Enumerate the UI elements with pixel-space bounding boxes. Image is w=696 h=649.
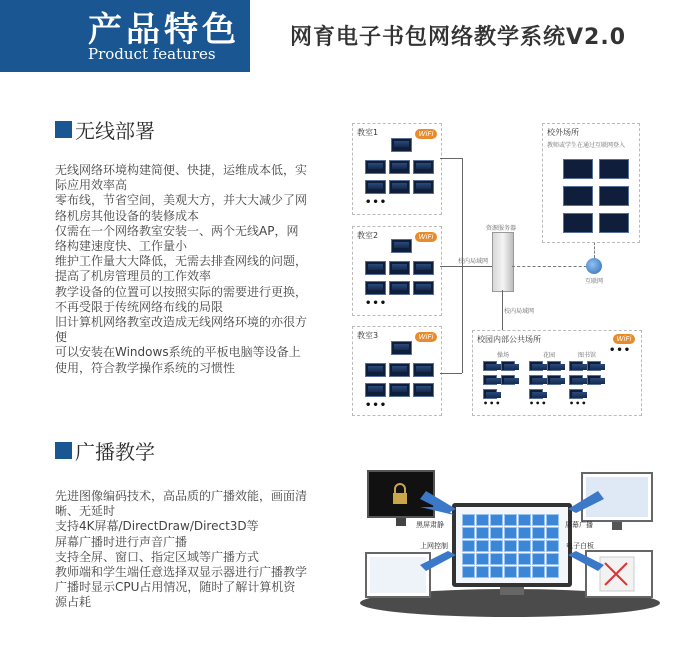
tablet-device xyxy=(483,389,497,399)
tablet-device xyxy=(569,375,583,385)
student-monitor xyxy=(389,180,410,194)
thumbnail-tile xyxy=(462,540,475,552)
feature-line: 际应用效率高 xyxy=(55,178,128,193)
student-monitor xyxy=(365,160,386,174)
header-badge xyxy=(0,0,250,72)
feature-line: 使用，符合教学操作系统的习惯性 xyxy=(55,360,236,375)
thumbnail-tile xyxy=(462,514,475,526)
tablet-device xyxy=(529,389,543,399)
thumbnail-tile xyxy=(546,514,559,526)
thumbnail-tile xyxy=(490,553,503,565)
classroom-1-box xyxy=(352,123,442,215)
server-label: 资源服务器 xyxy=(486,225,517,232)
thumbnail-tile xyxy=(532,514,545,526)
globe-icon xyxy=(586,258,602,274)
broadcast-illustration xyxy=(360,463,660,623)
connector-line xyxy=(502,290,503,330)
student-monitor xyxy=(389,281,410,295)
tablet-device xyxy=(599,213,629,233)
feature-line: 教师端和学生端任意选择双显示器进行广播教学 xyxy=(55,565,308,580)
thumbnail-tile xyxy=(476,527,489,539)
feature-line: 可以安装在Windows系统的平板电脑等设备上 xyxy=(55,345,301,360)
tablet-device xyxy=(501,375,515,385)
section-heading-label: 广播教学 xyxy=(75,440,155,464)
student-monitor xyxy=(365,180,386,194)
student-monitor xyxy=(365,383,386,397)
badge-title-cn: 产品特色 xyxy=(88,10,240,50)
lan-label: 校内局域网 xyxy=(458,258,489,265)
more-ellipsis: ••• xyxy=(529,399,548,408)
tablet-device xyxy=(483,361,497,371)
thumbnail-tile xyxy=(532,566,545,578)
feature-line: 络机房其他设备的装修成本 xyxy=(55,208,200,223)
thumbnail-tile xyxy=(518,553,531,565)
feature-line: 无线网络环境构建简便、快捷，运维成本低，实 xyxy=(55,163,308,177)
thumbnail-tile xyxy=(518,540,531,552)
wifi-icon: WiFi xyxy=(415,332,437,342)
server-tower-icon xyxy=(492,232,514,292)
dashed-connector xyxy=(512,266,592,267)
thumbnail-tile xyxy=(490,540,503,552)
feature-line: 维护工作量大大降低，无需去排查网线的问题， xyxy=(55,254,308,269)
tablet-device xyxy=(587,375,601,385)
thumbnail-tile xyxy=(504,527,517,539)
thumbnail-tile xyxy=(462,553,475,565)
more-ellipsis: ••• xyxy=(365,400,388,411)
tablet-device xyxy=(529,361,543,371)
student-monitor xyxy=(365,261,386,275)
feature-line: 便 xyxy=(55,330,68,345)
off-campus-note: 教师或学生在通过互联网登入 xyxy=(547,142,626,149)
student-monitor xyxy=(413,383,434,397)
tablet-device xyxy=(599,159,629,179)
thumbnail-tile xyxy=(476,514,489,526)
feature-line: 提高了机房管理员的工作效率 xyxy=(55,269,212,284)
thumbnail-tile xyxy=(532,553,545,565)
thumbnail-tile xyxy=(462,566,475,578)
section-heading-wireless xyxy=(55,115,155,144)
square-bullet-icon xyxy=(55,442,72,459)
student-monitor xyxy=(389,261,410,275)
student-monitor xyxy=(389,160,410,174)
classroom-2-box xyxy=(352,226,442,316)
tablet-device xyxy=(563,159,593,179)
tablet-device xyxy=(483,375,497,385)
thumbnail-tile xyxy=(490,527,503,539)
thumbnail-tile xyxy=(490,514,503,526)
wifi-icon: WiFi xyxy=(613,334,635,344)
online-control-label: 上网控制 xyxy=(420,542,448,550)
thumbnail-tile xyxy=(546,527,559,539)
square-bullet-icon xyxy=(55,121,72,138)
thumbnail-grid xyxy=(460,511,564,581)
more-ellipsis: ••• xyxy=(569,399,588,408)
off-campus-label: 校外场所 xyxy=(547,128,579,137)
student-monitor xyxy=(413,281,434,295)
thumbnail-tile xyxy=(476,553,489,565)
classroom-3-label: 教室3 xyxy=(357,331,379,340)
feature-line: 支持全屏、窗口、指定区域等广播方式 xyxy=(55,549,260,564)
thumbnail-tile xyxy=(518,566,531,578)
library-label: 图书馆 xyxy=(578,352,597,359)
page-title: 网育电子书包网络教学系统V2.0 xyxy=(290,25,626,50)
teacher-monitor xyxy=(391,239,412,253)
feature-line: 先进图像编码技术，高品质的广播效能，画面清 xyxy=(55,489,308,503)
thumbnail-tile xyxy=(518,527,531,539)
student-monitor xyxy=(413,261,434,275)
thumbnail-tile xyxy=(518,514,531,526)
more-ellipsis: ••• xyxy=(483,399,502,408)
feature-line: 仅需在一个网络教室安装一、两个无线AP，网 xyxy=(55,223,299,238)
black-screen-label: 黑屏肃静 xyxy=(416,521,444,529)
feature-line: 络构建速度快、工作量小 xyxy=(55,239,188,254)
thumbnail-tile xyxy=(504,514,517,526)
student-monitor xyxy=(413,160,434,174)
tablet-device xyxy=(547,375,561,385)
student-monitor xyxy=(389,383,410,397)
thumbnail-tile xyxy=(490,566,503,578)
tablet-device xyxy=(563,213,593,233)
tablet-device xyxy=(563,186,593,206)
student-monitor xyxy=(365,363,386,377)
thumbnail-tile xyxy=(476,540,489,552)
thumbnail-tile xyxy=(476,566,489,578)
feature-line: 教学设备的位置可以按照实际的需要进行更换， xyxy=(55,284,308,299)
wireless-feature-list xyxy=(55,163,330,376)
thumbnail-tile xyxy=(546,566,559,578)
feature-line: 零布线，节省空间，美观大方，并大大减少了网 xyxy=(55,193,308,208)
section-heading-broadcast xyxy=(55,436,155,465)
feature-line: 晰、无延时 xyxy=(55,504,116,519)
garden-label: 花园 xyxy=(543,352,556,359)
more-ellipsis: ••• xyxy=(365,197,388,208)
student-monitor xyxy=(413,363,434,377)
tablet-device xyxy=(529,375,543,385)
whiteboard-label: 电子白板 xyxy=(566,542,594,550)
student-monitor xyxy=(413,180,434,194)
teacher-monitor xyxy=(391,341,412,355)
tablet-device xyxy=(569,361,583,371)
thumbnail-tile xyxy=(504,566,517,578)
wireless-network-diagram xyxy=(352,118,642,418)
thumbnail-tile xyxy=(546,553,559,565)
feature-line: 支持4K屏幕/DirectDraw/Direct3D等 xyxy=(55,519,259,534)
connector-line xyxy=(440,266,462,267)
connector-line xyxy=(440,373,462,374)
more-ellipsis: ••• xyxy=(365,298,388,309)
lan-label: 校内局域网 xyxy=(504,308,535,315)
thumbnail-tile xyxy=(532,540,545,552)
thumbnail-tile xyxy=(546,540,559,552)
classroom-3-box xyxy=(352,326,442,416)
thumbnail-tile xyxy=(532,527,545,539)
feature-line: 不再受限于传统网络布线的局限 xyxy=(55,299,224,314)
feature-line: 广播时显示CPU占用情况，随时了解计算机资 xyxy=(55,580,296,595)
wifi-icon: WiFi xyxy=(415,232,437,242)
dashed-connector xyxy=(594,242,595,258)
student-monitor xyxy=(389,363,410,377)
playground-label: 操场 xyxy=(497,352,510,359)
tablet-device xyxy=(587,361,601,371)
campus-public-box xyxy=(472,330,642,416)
broadcast-feature-list xyxy=(55,489,330,611)
tablet-device xyxy=(569,389,583,399)
connector-line xyxy=(462,266,492,267)
tablet-device xyxy=(599,186,629,206)
classroom-2-label: 教室2 xyxy=(357,231,379,240)
tablet-device xyxy=(501,361,515,371)
more-ellipsis: ••• xyxy=(609,345,632,356)
section-heading-label: 无线部署 xyxy=(75,119,155,143)
campus-public-label: 校园内部公共场所 xyxy=(477,335,541,344)
tablet-device xyxy=(547,361,561,371)
teacher-monitor xyxy=(391,138,412,152)
student-monitor xyxy=(365,281,386,295)
screen-broadcast-label: 屏幕广播 xyxy=(565,521,593,529)
badge-title-en: Product features xyxy=(88,45,216,63)
thumbnail-tile xyxy=(462,527,475,539)
off-campus-box xyxy=(542,123,640,243)
classroom-1-label: 教室1 xyxy=(357,128,379,137)
wifi-icon: WiFi xyxy=(415,129,437,139)
thumbnail-tile xyxy=(504,540,517,552)
internet-label: 互联网 xyxy=(585,278,604,285)
feature-line: 源占耗 xyxy=(55,595,92,610)
connector-line xyxy=(440,158,462,159)
thumbnail-tile xyxy=(504,553,517,565)
feature-line: 屏幕广播时进行声音广播 xyxy=(55,534,188,549)
feature-line: 旧计算机网络教室改造成无线网络环境的亦很方 xyxy=(55,315,308,330)
